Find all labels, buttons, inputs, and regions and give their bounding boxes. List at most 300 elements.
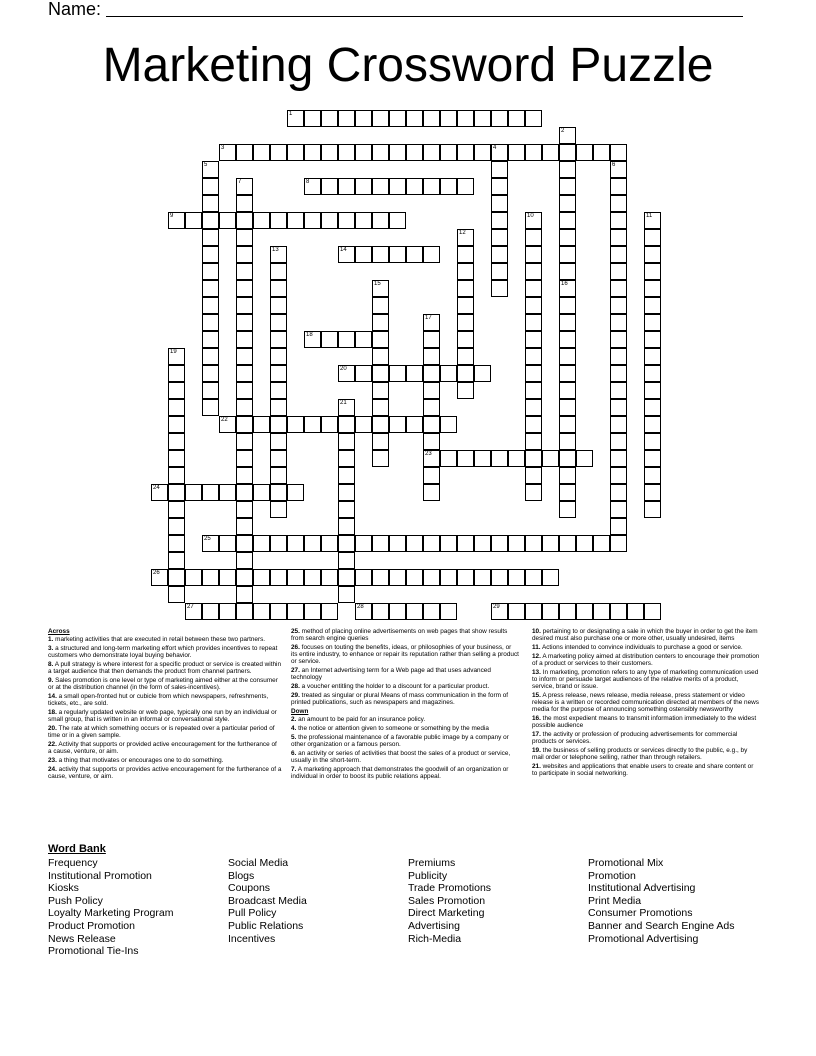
grid-cell[interactable] bbox=[559, 365, 576, 382]
grid-cell[interactable] bbox=[508, 144, 525, 161]
grid-cell[interactable] bbox=[525, 603, 542, 620]
grid-cell[interactable] bbox=[372, 314, 389, 331]
grid-cell[interactable] bbox=[610, 467, 627, 484]
grid-cell[interactable] bbox=[236, 144, 253, 161]
grid-cell[interactable] bbox=[491, 212, 508, 229]
grid-cell[interactable] bbox=[474, 450, 491, 467]
grid-cell[interactable] bbox=[576, 450, 593, 467]
grid-cell[interactable] bbox=[372, 365, 389, 382]
grid-cell[interactable] bbox=[202, 399, 219, 416]
grid-cell[interactable] bbox=[321, 110, 338, 127]
grid-cell[interactable] bbox=[236, 331, 253, 348]
grid-cell[interactable] bbox=[423, 603, 440, 620]
grid-cell[interactable] bbox=[559, 348, 576, 365]
grid-cell[interactable] bbox=[457, 280, 474, 297]
grid-cell[interactable] bbox=[644, 314, 661, 331]
grid-cell[interactable] bbox=[338, 552, 355, 569]
grid-cell[interactable] bbox=[168, 586, 185, 603]
grid-cell[interactable] bbox=[423, 144, 440, 161]
grid-cell[interactable] bbox=[270, 501, 287, 518]
grid-cell[interactable] bbox=[168, 399, 185, 416]
grid-cell[interactable] bbox=[406, 365, 423, 382]
grid-cell[interactable] bbox=[542, 450, 559, 467]
grid-cell[interactable] bbox=[253, 416, 270, 433]
grid-cell[interactable] bbox=[236, 382, 253, 399]
grid-cell[interactable] bbox=[270, 450, 287, 467]
grid-cell[interactable] bbox=[525, 382, 542, 399]
grid-cell[interactable] bbox=[440, 110, 457, 127]
grid-cell[interactable] bbox=[440, 416, 457, 433]
grid-cell[interactable] bbox=[372, 399, 389, 416]
grid-cell[interactable] bbox=[644, 484, 661, 501]
grid-cell[interactable] bbox=[610, 433, 627, 450]
grid-cell[interactable] bbox=[236, 348, 253, 365]
grid-cell[interactable] bbox=[457, 297, 474, 314]
grid-cell[interactable] bbox=[372, 331, 389, 348]
grid-cell[interactable] bbox=[372, 297, 389, 314]
grid-cell[interactable] bbox=[440, 178, 457, 195]
grid-cell[interactable] bbox=[372, 212, 389, 229]
grid-cell[interactable] bbox=[644, 450, 661, 467]
grid-cell[interactable] bbox=[219, 535, 236, 552]
grid-cell[interactable] bbox=[457, 246, 474, 263]
grid-cell[interactable] bbox=[236, 569, 253, 586]
grid-cell[interactable] bbox=[372, 110, 389, 127]
grid-cell[interactable] bbox=[644, 331, 661, 348]
grid-cell[interactable] bbox=[576, 144, 593, 161]
grid-cell[interactable] bbox=[321, 144, 338, 161]
grid-cell[interactable] bbox=[525, 365, 542, 382]
grid-cell[interactable] bbox=[559, 603, 576, 620]
grid-cell[interactable] bbox=[610, 195, 627, 212]
grid-cell[interactable] bbox=[287, 484, 304, 501]
grid-cell[interactable] bbox=[219, 484, 236, 501]
grid-cell[interactable] bbox=[219, 212, 236, 229]
grid-cell[interactable] bbox=[644, 382, 661, 399]
grid-cell[interactable] bbox=[338, 535, 355, 552]
grid-cell[interactable] bbox=[525, 331, 542, 348]
grid-cell[interactable] bbox=[321, 416, 338, 433]
grid-cell[interactable] bbox=[576, 535, 593, 552]
grid-cell[interactable] bbox=[287, 144, 304, 161]
grid-cell[interactable] bbox=[338, 110, 355, 127]
grid-cell[interactable] bbox=[559, 144, 576, 161]
grid-cell[interactable] bbox=[457, 535, 474, 552]
grid-cell[interactable] bbox=[270, 484, 287, 501]
grid-cell[interactable] bbox=[202, 348, 219, 365]
grid-cell[interactable] bbox=[372, 603, 389, 620]
grid-cell[interactable] bbox=[491, 535, 508, 552]
grid-cell[interactable] bbox=[406, 603, 423, 620]
grid-cell[interactable] bbox=[389, 110, 406, 127]
grid-cell[interactable] bbox=[389, 416, 406, 433]
grid-cell[interactable] bbox=[610, 365, 627, 382]
grid-cell[interactable] bbox=[559, 195, 576, 212]
grid-cell[interactable] bbox=[236, 433, 253, 450]
grid-cell[interactable] bbox=[508, 603, 525, 620]
grid-cell[interactable] bbox=[406, 569, 423, 586]
grid-cell[interactable] bbox=[202, 314, 219, 331]
grid-cell[interactable] bbox=[236, 518, 253, 535]
grid-cell[interactable] bbox=[423, 399, 440, 416]
grid-cell[interactable] bbox=[202, 603, 219, 620]
grid-cell[interactable] bbox=[355, 144, 372, 161]
grid-cell[interactable] bbox=[457, 348, 474, 365]
grid-cell[interactable] bbox=[610, 246, 627, 263]
grid-cell[interactable] bbox=[304, 603, 321, 620]
grid-cell[interactable] bbox=[440, 603, 457, 620]
grid-cell[interactable] bbox=[610, 144, 627, 161]
grid-cell[interactable] bbox=[525, 314, 542, 331]
grid-cell[interactable] bbox=[372, 348, 389, 365]
grid-cell[interactable] bbox=[423, 484, 440, 501]
grid-cell[interactable] bbox=[270, 331, 287, 348]
grid-cell[interactable] bbox=[287, 603, 304, 620]
grid-cell[interactable] bbox=[406, 246, 423, 263]
grid-cell[interactable] bbox=[644, 263, 661, 280]
grid-cell[interactable] bbox=[423, 535, 440, 552]
grid-cell[interactable] bbox=[355, 212, 372, 229]
grid-cell[interactable] bbox=[270, 467, 287, 484]
grid-cell[interactable] bbox=[321, 535, 338, 552]
grid-cell[interactable] bbox=[389, 365, 406, 382]
grid-cell[interactable] bbox=[321, 331, 338, 348]
grid-cell[interactable] bbox=[372, 246, 389, 263]
grid-cell[interactable] bbox=[593, 535, 610, 552]
grid-cell[interactable] bbox=[389, 535, 406, 552]
grid-cell[interactable] bbox=[508, 569, 525, 586]
grid-cell[interactable] bbox=[644, 229, 661, 246]
grid-cell[interactable] bbox=[355, 110, 372, 127]
grid-cell[interactable] bbox=[372, 433, 389, 450]
grid-cell[interactable] bbox=[236, 314, 253, 331]
grid-cell[interactable] bbox=[525, 246, 542, 263]
grid-cell[interactable] bbox=[525, 110, 542, 127]
grid-cell[interactable] bbox=[423, 433, 440, 450]
grid-cell[interactable] bbox=[559, 297, 576, 314]
grid-cell[interactable] bbox=[270, 297, 287, 314]
grid-cell[interactable] bbox=[355, 535, 372, 552]
grid-cell[interactable] bbox=[168, 501, 185, 518]
grid-cell[interactable] bbox=[236, 365, 253, 382]
grid-cell[interactable] bbox=[185, 484, 202, 501]
grid-cell[interactable] bbox=[610, 382, 627, 399]
grid-cell[interactable] bbox=[440, 144, 457, 161]
grid-cell[interactable] bbox=[355, 178, 372, 195]
grid-cell[interactable] bbox=[423, 416, 440, 433]
grid-cell[interactable] bbox=[304, 110, 321, 127]
grid-cell[interactable] bbox=[559, 178, 576, 195]
grid-cell[interactable] bbox=[525, 280, 542, 297]
grid-cell[interactable] bbox=[525, 450, 542, 467]
grid-cell[interactable] bbox=[270, 382, 287, 399]
grid-cell[interactable] bbox=[338, 586, 355, 603]
grid-cell[interactable] bbox=[610, 518, 627, 535]
grid-cell[interactable] bbox=[610, 501, 627, 518]
grid-cell[interactable] bbox=[219, 569, 236, 586]
grid-cell[interactable] bbox=[321, 212, 338, 229]
grid-cell[interactable] bbox=[338, 501, 355, 518]
grid-cell[interactable] bbox=[236, 552, 253, 569]
grid-cell[interactable] bbox=[338, 433, 355, 450]
grid-cell[interactable] bbox=[610, 263, 627, 280]
grid-cell[interactable] bbox=[559, 484, 576, 501]
grid-cell[interactable] bbox=[270, 569, 287, 586]
grid-cell[interactable] bbox=[491, 195, 508, 212]
grid-cell[interactable] bbox=[440, 569, 457, 586]
grid-cell[interactable] bbox=[457, 331, 474, 348]
grid-cell[interactable] bbox=[168, 569, 185, 586]
grid-cell[interactable] bbox=[610, 280, 627, 297]
grid-cell[interactable] bbox=[644, 416, 661, 433]
grid-cell[interactable] bbox=[644, 246, 661, 263]
grid-cell[interactable] bbox=[236, 212, 253, 229]
grid-cell[interactable] bbox=[287, 212, 304, 229]
grid-cell[interactable] bbox=[355, 416, 372, 433]
grid-cell[interactable] bbox=[338, 467, 355, 484]
grid-cell[interactable] bbox=[542, 535, 559, 552]
grid-cell[interactable] bbox=[168, 450, 185, 467]
grid-cell[interactable] bbox=[236, 450, 253, 467]
grid-cell[interactable] bbox=[406, 144, 423, 161]
grid-cell[interactable] bbox=[525, 484, 542, 501]
grid-cell[interactable] bbox=[270, 144, 287, 161]
grid-cell[interactable] bbox=[168, 484, 185, 501]
grid-cell[interactable] bbox=[525, 144, 542, 161]
grid-cell[interactable] bbox=[610, 297, 627, 314]
grid-cell[interactable] bbox=[525, 416, 542, 433]
grid-cell[interactable] bbox=[168, 382, 185, 399]
grid-cell[interactable] bbox=[559, 399, 576, 416]
grid-cell[interactable] bbox=[474, 110, 491, 127]
grid-cell[interactable] bbox=[491, 569, 508, 586]
grid-cell[interactable] bbox=[644, 467, 661, 484]
grid-cell[interactable] bbox=[559, 212, 576, 229]
grid-cell[interactable] bbox=[202, 297, 219, 314]
grid-cell[interactable] bbox=[304, 144, 321, 161]
grid-cell[interactable] bbox=[491, 229, 508, 246]
grid-cell[interactable] bbox=[610, 229, 627, 246]
grid-cell[interactable] bbox=[423, 110, 440, 127]
grid-cell[interactable] bbox=[559, 535, 576, 552]
grid-cell[interactable] bbox=[559, 246, 576, 263]
grid-cell[interactable] bbox=[559, 229, 576, 246]
grid-cell[interactable] bbox=[457, 263, 474, 280]
grid-cell[interactable] bbox=[593, 144, 610, 161]
grid-cell[interactable] bbox=[389, 246, 406, 263]
grid-cell[interactable] bbox=[372, 569, 389, 586]
grid-cell[interactable] bbox=[644, 433, 661, 450]
grid-cell[interactable] bbox=[542, 603, 559, 620]
grid-cell[interactable] bbox=[355, 569, 372, 586]
grid-cell[interactable] bbox=[610, 399, 627, 416]
grid-cell[interactable] bbox=[270, 348, 287, 365]
grid-cell[interactable] bbox=[474, 144, 491, 161]
grid-cell[interactable] bbox=[559, 382, 576, 399]
grid-cell[interactable] bbox=[372, 416, 389, 433]
grid-cell[interactable] bbox=[542, 569, 559, 586]
grid-cell[interactable] bbox=[270, 535, 287, 552]
grid-cell[interactable] bbox=[236, 399, 253, 416]
grid-cell[interactable] bbox=[270, 212, 287, 229]
grid-cell[interactable] bbox=[542, 144, 559, 161]
grid-cell[interactable] bbox=[525, 467, 542, 484]
grid-cell[interactable] bbox=[372, 382, 389, 399]
grid-cell[interactable] bbox=[270, 399, 287, 416]
grid-cell[interactable] bbox=[525, 229, 542, 246]
grid-cell[interactable] bbox=[610, 416, 627, 433]
grid-cell[interactable] bbox=[202, 280, 219, 297]
grid-cell[interactable] bbox=[644, 297, 661, 314]
grid-cell[interactable] bbox=[236, 603, 253, 620]
grid-cell[interactable] bbox=[338, 518, 355, 535]
grid-cell[interactable] bbox=[440, 535, 457, 552]
grid-cell[interactable] bbox=[440, 365, 457, 382]
grid-cell[interactable] bbox=[423, 467, 440, 484]
grid-cell[interactable] bbox=[610, 314, 627, 331]
grid-cell[interactable] bbox=[406, 416, 423, 433]
grid-cell[interactable] bbox=[236, 535, 253, 552]
grid-cell[interactable] bbox=[508, 450, 525, 467]
grid-cell[interactable] bbox=[270, 433, 287, 450]
grid-cell[interactable] bbox=[389, 603, 406, 620]
grid-cell[interactable] bbox=[168, 467, 185, 484]
grid-cell[interactable] bbox=[423, 348, 440, 365]
grid-cell[interactable] bbox=[491, 263, 508, 280]
grid-cell[interactable] bbox=[253, 212, 270, 229]
grid-cell[interactable] bbox=[423, 246, 440, 263]
grid-cell[interactable] bbox=[236, 280, 253, 297]
grid-cell[interactable] bbox=[304, 569, 321, 586]
grid-cell[interactable] bbox=[610, 535, 627, 552]
grid-cell[interactable] bbox=[610, 348, 627, 365]
grid-cell[interactable] bbox=[491, 280, 508, 297]
grid-cell[interactable] bbox=[168, 433, 185, 450]
grid-cell[interactable] bbox=[202, 569, 219, 586]
grid-cell[interactable] bbox=[525, 535, 542, 552]
grid-cell[interactable] bbox=[457, 110, 474, 127]
grid-cell[interactable] bbox=[559, 263, 576, 280]
grid-cell[interactable] bbox=[287, 535, 304, 552]
grid-cell[interactable] bbox=[474, 365, 491, 382]
grid-cell[interactable] bbox=[644, 501, 661, 518]
grid-cell[interactable] bbox=[185, 569, 202, 586]
grid-cell[interactable] bbox=[525, 433, 542, 450]
grid-cell[interactable] bbox=[338, 331, 355, 348]
grid-cell[interactable] bbox=[576, 603, 593, 620]
grid-cell[interactable] bbox=[168, 365, 185, 382]
grid-cell[interactable] bbox=[423, 178, 440, 195]
grid-cell[interactable] bbox=[525, 297, 542, 314]
grid-cell[interactable] bbox=[236, 416, 253, 433]
grid-cell[interactable] bbox=[270, 263, 287, 280]
grid-cell[interactable] bbox=[236, 467, 253, 484]
grid-cell[interactable] bbox=[236, 263, 253, 280]
grid-cell[interactable] bbox=[525, 399, 542, 416]
grid-cell[interactable] bbox=[202, 331, 219, 348]
grid-cell[interactable] bbox=[338, 144, 355, 161]
grid-cell[interactable] bbox=[168, 535, 185, 552]
grid-cell[interactable] bbox=[355, 365, 372, 382]
grid-cell[interactable] bbox=[610, 212, 627, 229]
grid-cell[interactable] bbox=[610, 484, 627, 501]
grid-cell[interactable] bbox=[372, 144, 389, 161]
grid-cell[interactable] bbox=[508, 110, 525, 127]
grid-cell[interactable] bbox=[202, 365, 219, 382]
grid-cell[interactable] bbox=[372, 535, 389, 552]
grid-cell[interactable] bbox=[457, 450, 474, 467]
grid-cell[interactable] bbox=[491, 450, 508, 467]
grid-cell[interactable] bbox=[457, 382, 474, 399]
grid-cell[interactable] bbox=[423, 365, 440, 382]
grid-cell[interactable] bbox=[406, 178, 423, 195]
grid-cell[interactable] bbox=[559, 331, 576, 348]
grid-cell[interactable] bbox=[202, 178, 219, 195]
grid-cell[interactable] bbox=[644, 399, 661, 416]
grid-cell[interactable] bbox=[525, 263, 542, 280]
grid-cell[interactable] bbox=[270, 416, 287, 433]
grid-cell[interactable] bbox=[389, 144, 406, 161]
grid-cell[interactable] bbox=[406, 110, 423, 127]
grid-cell[interactable] bbox=[525, 569, 542, 586]
grid-cell[interactable] bbox=[338, 416, 355, 433]
grid-cell[interactable] bbox=[474, 569, 491, 586]
grid-cell[interactable] bbox=[202, 229, 219, 246]
grid-cell[interactable] bbox=[644, 280, 661, 297]
grid-cell[interactable] bbox=[508, 535, 525, 552]
grid-cell[interactable] bbox=[253, 569, 270, 586]
grid-cell[interactable] bbox=[321, 178, 338, 195]
grid-cell[interactable] bbox=[168, 518, 185, 535]
grid-cell[interactable] bbox=[457, 365, 474, 382]
grid-cell[interactable] bbox=[389, 569, 406, 586]
grid-cell[interactable] bbox=[644, 365, 661, 382]
grid-cell[interactable] bbox=[202, 263, 219, 280]
grid-cell[interactable] bbox=[559, 467, 576, 484]
grid-cell[interactable] bbox=[525, 348, 542, 365]
grid-cell[interactable] bbox=[202, 246, 219, 263]
grid-cell[interactable] bbox=[236, 586, 253, 603]
grid-cell[interactable] bbox=[338, 484, 355, 501]
grid-cell[interactable] bbox=[270, 280, 287, 297]
grid-cell[interactable] bbox=[491, 178, 508, 195]
grid-cell[interactable] bbox=[491, 161, 508, 178]
grid-cell[interactable] bbox=[168, 552, 185, 569]
grid-cell[interactable] bbox=[236, 195, 253, 212]
grid-cell[interactable] bbox=[457, 178, 474, 195]
grid-cell[interactable] bbox=[202, 212, 219, 229]
grid-cell[interactable] bbox=[457, 144, 474, 161]
grid-cell[interactable] bbox=[610, 331, 627, 348]
grid-cell[interactable] bbox=[372, 178, 389, 195]
grid-cell[interactable] bbox=[355, 331, 372, 348]
grid-cell[interactable] bbox=[270, 314, 287, 331]
grid-cell[interactable] bbox=[253, 603, 270, 620]
grid-cell[interactable] bbox=[491, 110, 508, 127]
grid-cell[interactable] bbox=[270, 603, 287, 620]
grid-cell[interactable] bbox=[644, 603, 661, 620]
grid-cell[interactable] bbox=[423, 382, 440, 399]
grid-cell[interactable] bbox=[236, 501, 253, 518]
grid-cell[interactable] bbox=[423, 569, 440, 586]
grid-cell[interactable] bbox=[627, 603, 644, 620]
grid-cell[interactable] bbox=[372, 450, 389, 467]
grid-cell[interactable] bbox=[423, 331, 440, 348]
grid-cell[interactable] bbox=[457, 569, 474, 586]
grid-cell[interactable] bbox=[236, 484, 253, 501]
grid-cell[interactable] bbox=[559, 450, 576, 467]
grid-cell[interactable] bbox=[236, 246, 253, 263]
